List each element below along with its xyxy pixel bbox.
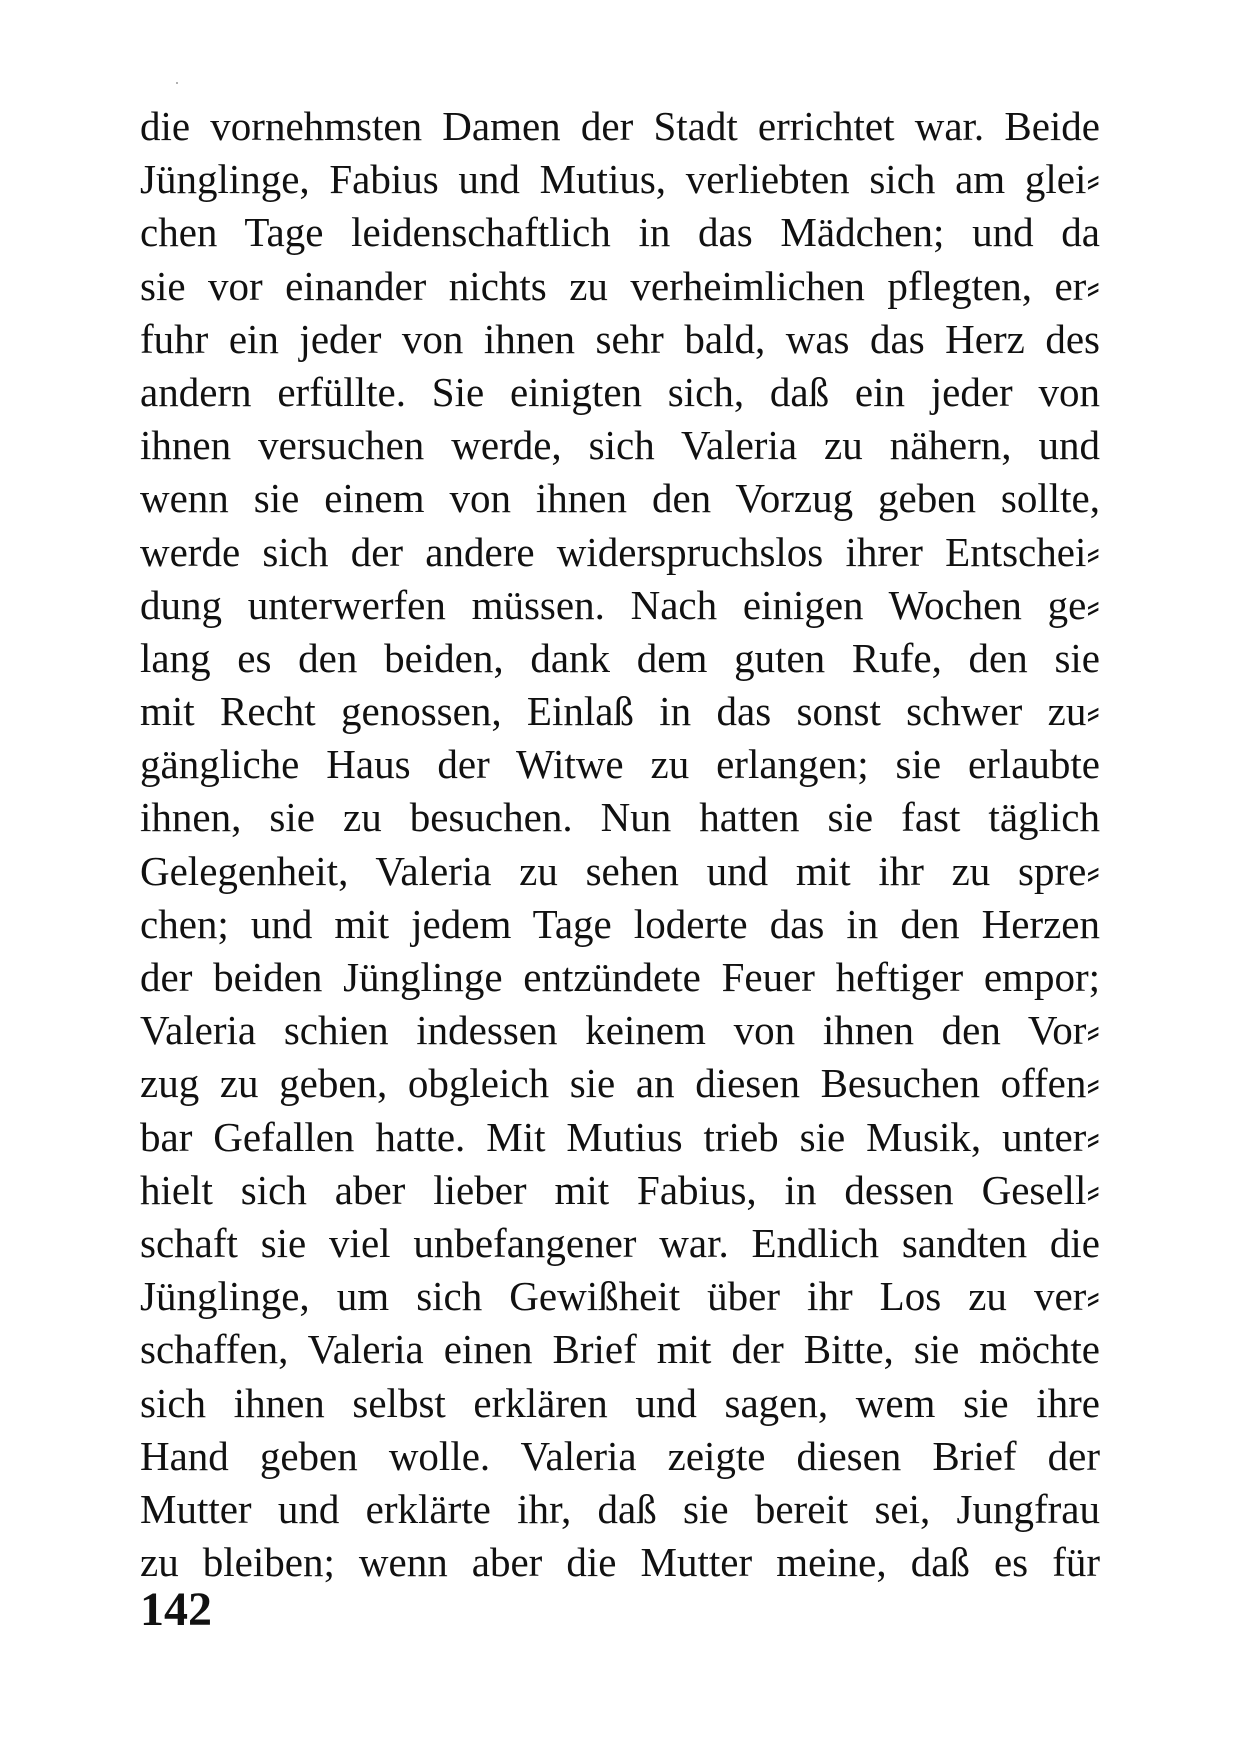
text-line: ihnen, sie zu besuchen. Nun hatten sie fast täglich xyxy=(140,794,1100,841)
text-line: lang es den beiden, dank dem guten Rufe, den sie xyxy=(140,634,1100,681)
page-number: 142 xyxy=(140,1583,212,1636)
text-line: fuhr ein jeder von ihnen sehr bald, was das Herz des xyxy=(140,315,1100,362)
text-line: wenn sie einem von ihnen den Vorzug geben sollte, xyxy=(140,475,1100,522)
text-line: die vornehmsten Damen der Stadt errichtet war. Beide xyxy=(140,103,1100,149)
paper-speck xyxy=(176,82,178,84)
text-line: zug zu geben, obgleich sie an diesen Besuchen offen⸗ xyxy=(140,1060,1100,1107)
text-line: schaffen, Valeria einen Brief mit der Bitte, sie möchte xyxy=(140,1326,1100,1373)
text-line: Jünglinge, Fabius und Mutius, verliebten sich am glei⸗ xyxy=(140,156,1100,203)
text-line: sich ihnen selbst erklären und sagen, wem sie ihre xyxy=(140,1379,1100,1426)
text-line: andern erfüllte. Sie einigten sich, daß ein jeder von xyxy=(140,368,1100,415)
text-line: zu bleiben; wenn aber die Mutter meine, daß es für xyxy=(140,1539,1100,1586)
text-line: Hand geben wolle. Valeria zeigte diesen Brief der xyxy=(140,1432,1100,1479)
text-line: Gelegenheit, Valeria zu sehen und mit ihr zu spre⸗ xyxy=(140,847,1100,894)
text-line: bar Gefallen hatte. Mit Mutius trieb sie Musik, unter⸗ xyxy=(140,1113,1100,1160)
text-line: chen Tage leidenschaftlich in das Mädchen; und da xyxy=(140,209,1100,256)
text-line: sie vor einander nichts zu verheimlichen pflegten, er⸗ xyxy=(140,262,1100,309)
text-line: der beiden Jünglinge entzündete Feuer heftiger empor; xyxy=(140,954,1100,1000)
text-line: mit Recht genossen, Einlaß in das sonst schwer zu⸗ xyxy=(140,688,1100,735)
text-line: schaft sie viel unbefangener war. Endlich sandten die xyxy=(140,1219,1100,1266)
text-line: werde sich der andere widerspruchslos ihrer Entschei⸗ xyxy=(140,528,1100,575)
text-line: Jünglinge, um sich Gewißheit über ihr Los zu ver⸗ xyxy=(140,1273,1100,1320)
text-line: dung unterwerfen müssen. Nach einigen Wochen ge⸗ xyxy=(140,581,1100,628)
text-line: Valeria schien indessen keinem von ihnen den Vor⸗ xyxy=(140,1007,1100,1054)
text-line: gängliche Haus der Witwe zu erlangen; sie erlaubte xyxy=(140,741,1100,788)
text-line: Mutter und erklärte ihr, daß sie bereit sei, Jungfrau xyxy=(140,1485,1100,1532)
text-line: chen; und mit jedem Tage loderte das in den Herzen xyxy=(140,900,1100,947)
text-line: ihnen versuchen werde, sich Valeria zu nähern, und xyxy=(140,422,1100,469)
text-line: hielt sich aber lieber mit Fabius, in dessen Gesell⸗ xyxy=(140,1166,1100,1213)
body-text xyxy=(140,100,1100,1589)
